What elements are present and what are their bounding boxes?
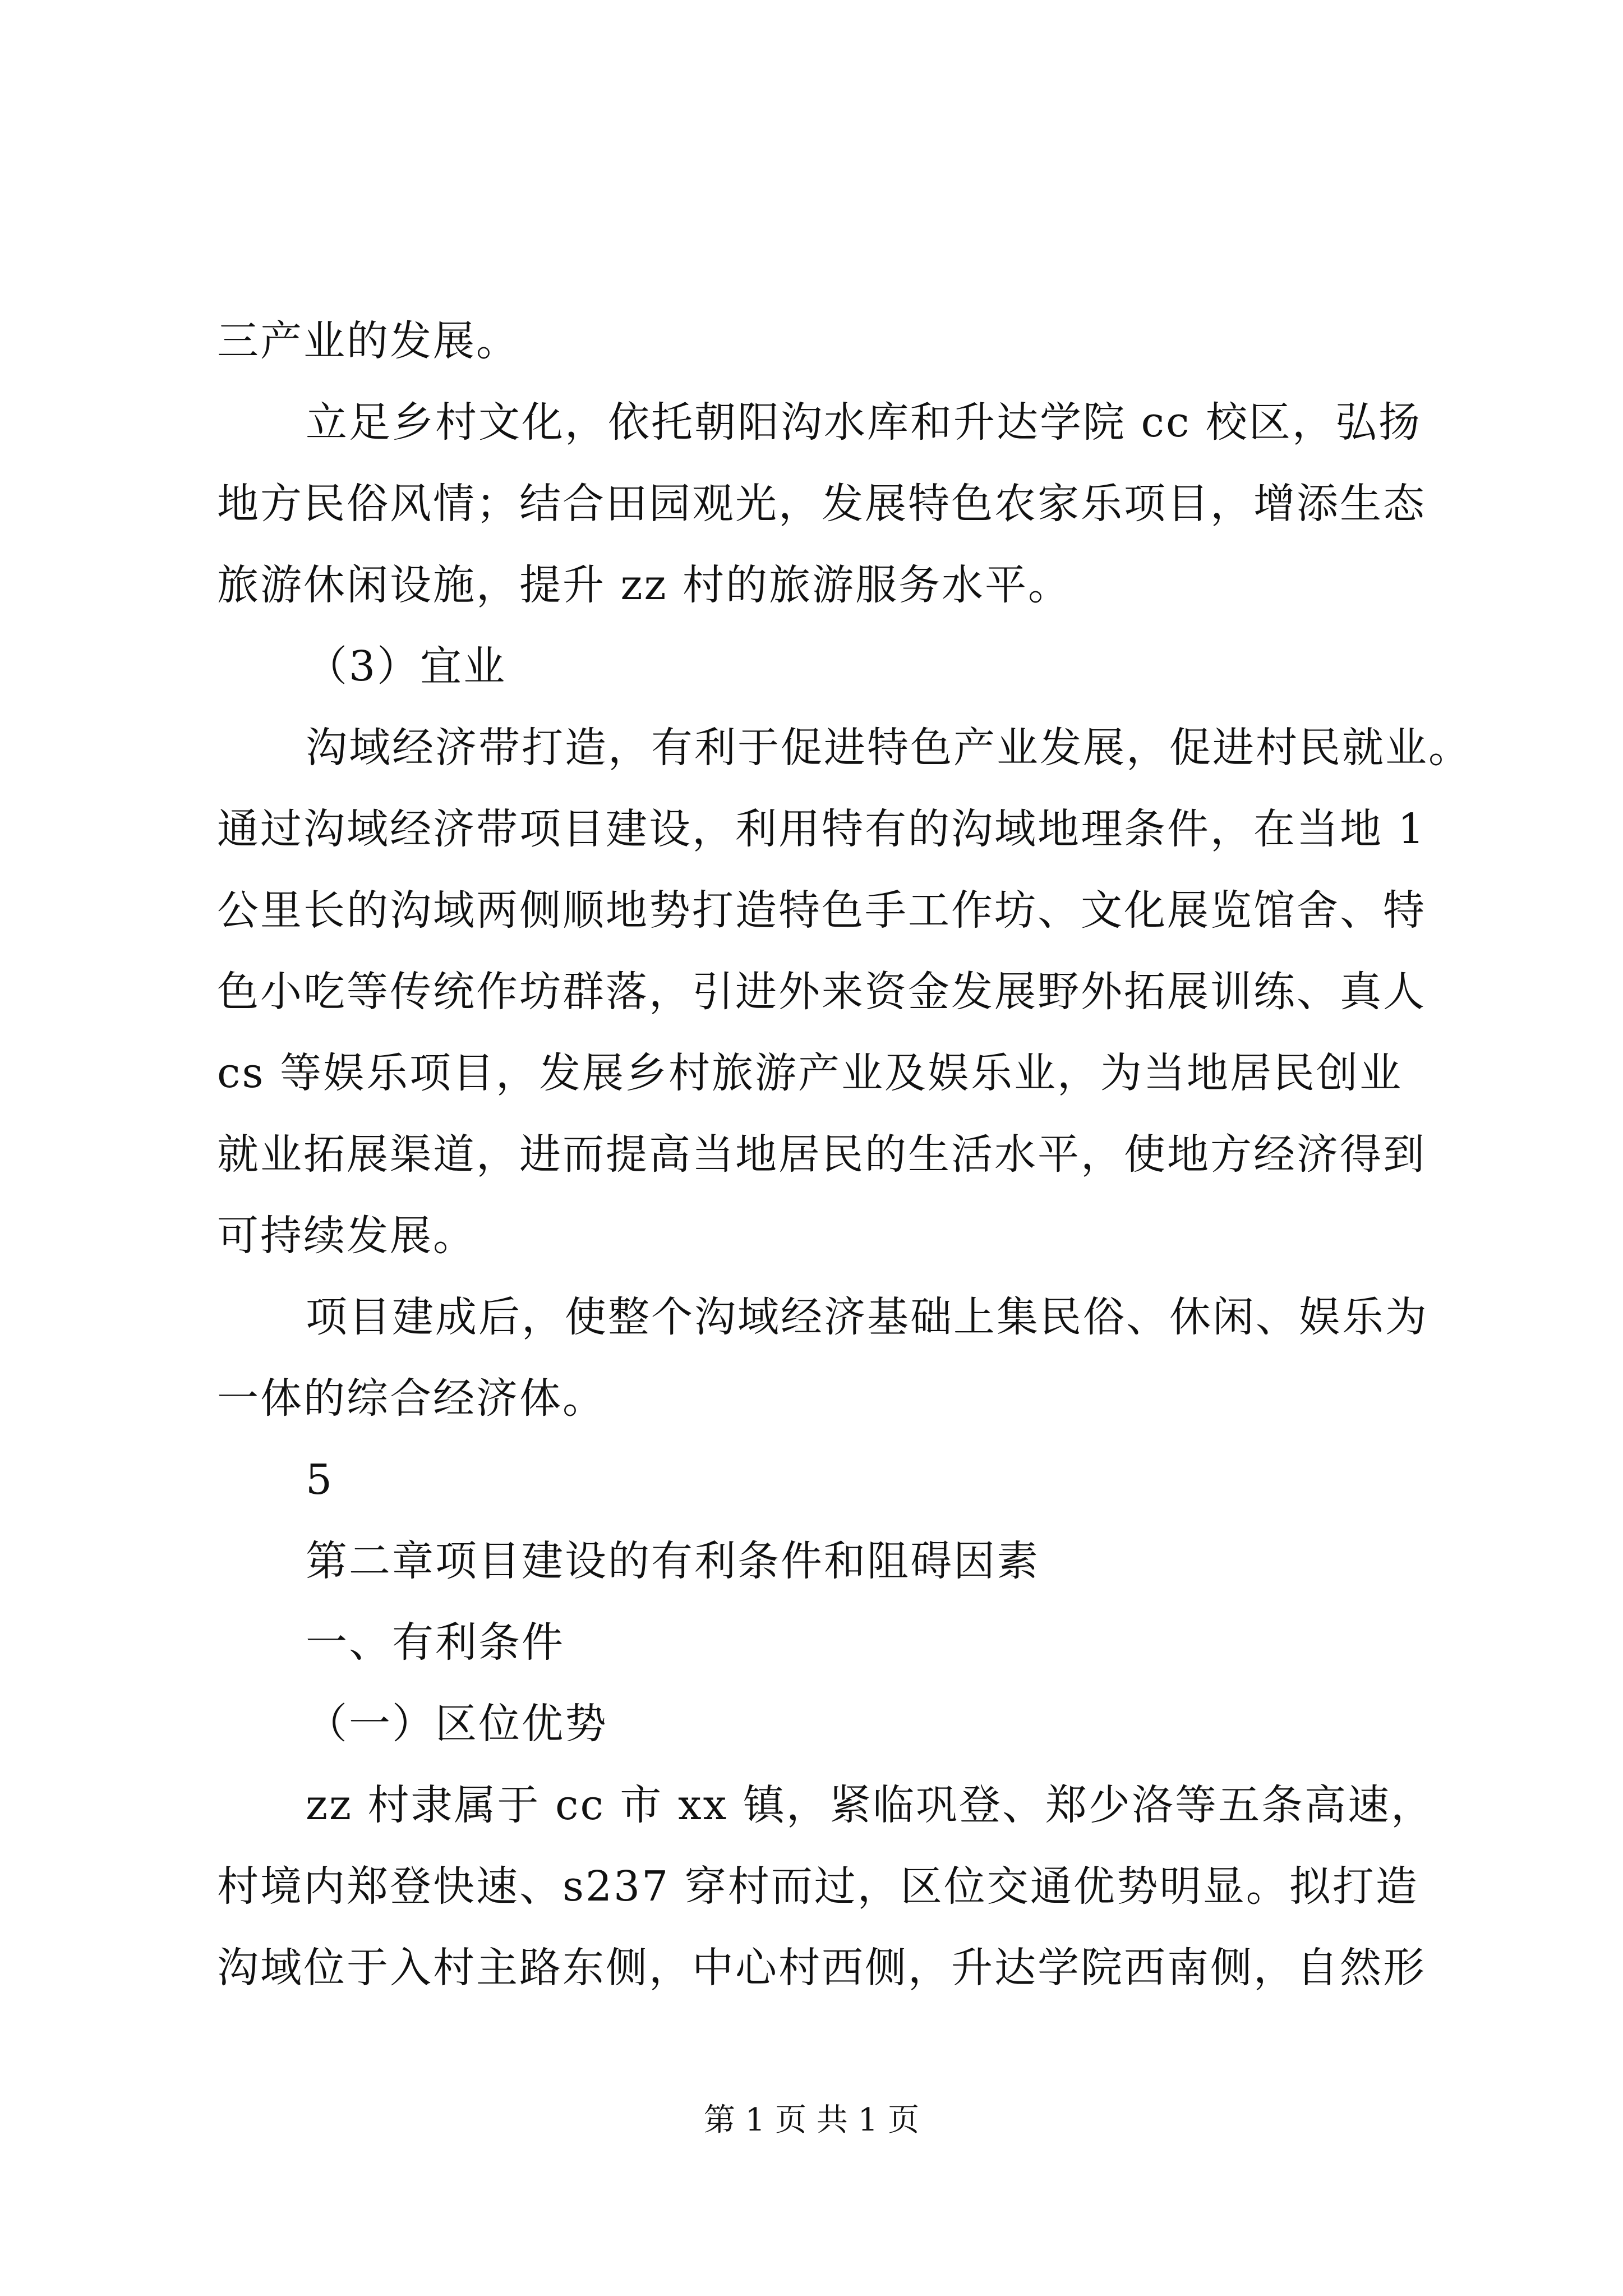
text-line: zz 村隶属于 cc 市 xx 镇，紧临巩登、郑少洛等五条高速，	[306, 1781, 1434, 1829]
chapter-heading: 第二章项目建设的有利条件和阻碍因素	[306, 1537, 1040, 1585]
page-footer: 第 1 页 共 1 页	[703, 2102, 920, 2138]
text-line: 就业拓展渠道，进而提高当地居民的生活水平，使地方经济得到	[217, 1130, 1426, 1179]
subsection-heading: （一）区位优势	[306, 1700, 608, 1748]
text-line: 通过沟域经济带项目建设，利用特有的沟域地理条件，在当地 1	[217, 805, 1426, 853]
text-line: 一体的综合经济体。	[217, 1374, 606, 1423]
text-line: cs 等娱乐项目，发展乡村旅游产业及娱乐业，为当地居民创业	[217, 1049, 1403, 1097]
text-line: 地方民俗风情；结合田园观光，发展特色农家乐项目，增添生态	[217, 480, 1426, 528]
section-heading: 一、有利条件	[306, 1618, 565, 1667]
text-line: 项目建成后，使整个沟域经济基础上集民俗、休闲、娱乐为	[306, 1293, 1428, 1341]
section-heading: （3）宜业	[306, 642, 507, 691]
text-line: 沟域位于入村主路东侧，中心村西侧，升达学院西南侧，自然形	[217, 1944, 1426, 1992]
text-line: 村境内郑登快速、s237 穿村而过，区位交通优势明显。拟打造	[217, 1862, 1419, 1911]
text-line: 旅游休闲设施，提升 zz 村的旅游服务水平。	[217, 561, 1072, 609]
text-line: 可持续发展。	[217, 1212, 476, 1260]
text-line: 公里长的沟域两侧顺地势打造特色手工作坊、文化展览馆舍、特	[217, 886, 1426, 935]
text-line: 三产业的发展。	[217, 317, 519, 365]
text-line: 立足乡村文化，依托朝阳沟水库和升达学院 cc 校区，弘扬	[306, 398, 1422, 447]
text-line: 色小吃等传统作坊群落，引进外来资金发展野外拓展训练、真人	[217, 968, 1426, 1016]
text-line: 沟域经济带打造，有利于促进特色产业发展，促进村民就业。	[306, 724, 1472, 772]
page-marker: 5	[306, 1456, 334, 1504]
